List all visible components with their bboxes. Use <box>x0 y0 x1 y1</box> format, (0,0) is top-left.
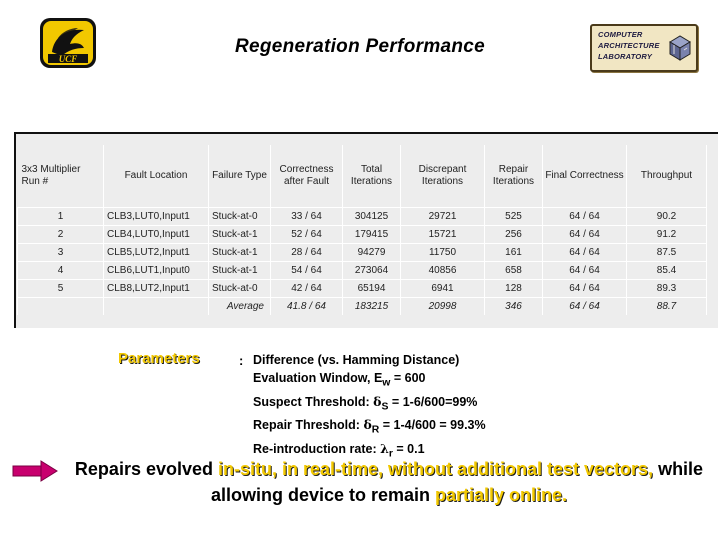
cell-discrepant-iterations: 11750 <box>401 244 485 262</box>
cell-repair-iterations: 256 <box>485 226 543 244</box>
cell-discrepant-iterations: 15721 <box>401 226 485 244</box>
col-header-repair-iterations: Repair Iterations <box>485 145 543 208</box>
cell-failure-type: Stuck-at-1 <box>209 244 271 262</box>
col-header-fault-location: Fault Location <box>104 145 209 208</box>
col-header-throughput: Throughput <box>627 145 707 208</box>
col-header-discrepant-iterations: Discrepant Iterations <box>401 145 485 208</box>
cell-discrepant-iterations: 40856 <box>401 262 485 280</box>
cell-repair-iterations: 128 <box>485 280 543 298</box>
summary-text: Repairs evolved <box>74 459 218 479</box>
summary-text: while allowing device to remain <box>210 459 704 505</box>
lab-logo-text: COMPUTER ARCHITECTURE LABORATORY <box>598 30 660 61</box>
table-header-row <box>18 145 707 208</box>
cell-failure-type: Stuck-at-1 <box>209 226 271 244</box>
param-difference: Difference (vs. Hamming Distance) <box>253 353 460 367</box>
cell-run: 3 <box>18 244 104 262</box>
cell-total-iterations: 273064 <box>343 262 401 280</box>
results-table-panel <box>14 132 718 328</box>
cell-correctness-after-fault: 28 / 64 <box>271 244 343 262</box>
cell-run: 4 <box>18 262 104 280</box>
cell-correctness-after-fault: 33 / 64 <box>271 208 343 226</box>
cell-correctness-after-fault: 54 / 64 <box>271 262 343 280</box>
lab-logo <box>590 24 698 72</box>
table-row <box>18 226 707 244</box>
cell-empty <box>18 298 104 316</box>
col-header-total-iterations: Total Iterations <box>343 145 401 208</box>
cell-run: 1 <box>18 208 104 226</box>
cell-total-iterations: 304125 <box>343 208 401 226</box>
cell-fault-location: CLB3,LUT0,Input1 <box>104 208 209 226</box>
average-label: Average <box>209 298 271 316</box>
col-header-correctness-after-fault: Correctness after Fault <box>271 145 343 208</box>
param-reintroduction-rate: Re-introduction rate: $\lambda_r = 0.1$ <box>253 440 425 459</box>
param-repair-threshold: Repair Threshold: $\delta_R = 1-4/600 = 99.3\%$ <box>253 417 486 436</box>
svg-text:UCF: UCF <box>58 54 78 64</box>
table-row <box>18 262 707 280</box>
cell-fault-location: CLB8,LUT2,Input1 <box>104 280 209 298</box>
param-evaluation-window: Evaluation Window, $E_w = 600$ <box>253 371 426 389</box>
cell-final-correctness: 64 / 64 <box>543 208 627 226</box>
results-table <box>17 145 707 315</box>
col-header-final-correctness: Final Correctness <box>543 145 627 208</box>
param-suspect-threshold: Suspect Threshold: $\delta_S = 1-6/600=99\%$ <box>253 393 478 412</box>
cell-throughput: 91.2 <box>627 226 707 244</box>
col-header-failure-type: Failure Type <box>209 145 271 208</box>
col-header-run: 3x3 Multiplier Run # <box>18 145 104 208</box>
parameters-list <box>253 351 486 463</box>
page-title: Regeneration Performance <box>234 36 486 57</box>
cell-fault-location: CLB4,LUT0,Input1 <box>104 226 209 244</box>
cell-empty <box>104 298 209 316</box>
table-row <box>18 280 707 298</box>
avg-final-correctness: 64 / 64 <box>543 298 627 316</box>
right-arrow-icon <box>12 460 58 487</box>
cell-failure-type: Stuck-at-1 <box>209 262 271 280</box>
cell-final-correctness: 64 / 64 <box>543 280 627 298</box>
cell-final-correctness: 64 / 64 <box>543 262 627 280</box>
cell-total-iterations: 179415 <box>343 226 401 244</box>
avg-discrepant-iterations: 20998 <box>401 298 485 316</box>
cell-total-iterations: 94279 <box>343 244 401 262</box>
parameters-colon: : <box>239 353 244 368</box>
cell-fault-location: CLB6,LUT1,Input0 <box>104 262 209 280</box>
parameters-label: Parameters <box>118 350 200 367</box>
cell-failure-type: Stuck-at-0 <box>209 208 271 226</box>
cell-run: 2 <box>18 226 104 244</box>
cell-throughput: 89.3 <box>627 280 707 298</box>
cell-total-iterations: 65194 <box>343 280 401 298</box>
cell-repair-iterations: 658 <box>485 262 543 280</box>
summary-highlight: in-situ, in real-time, without additional test vectors, <box>218 459 654 479</box>
summary-statement <box>58 456 720 508</box>
cell-throughput: 90.2 <box>627 208 707 226</box>
cell-discrepant-iterations: 6941 <box>401 280 485 298</box>
cell-correctness-after-fault: 52 / 64 <box>271 226 343 244</box>
cell-repair-iterations: 525 <box>485 208 543 226</box>
cell-repair-iterations: 161 <box>485 244 543 262</box>
chip-cube-icon <box>666 32 692 62</box>
cell-correctness-after-fault: 42 / 64 <box>271 280 343 298</box>
avg-correctness-after-fault: 41.8 / 64 <box>271 298 343 316</box>
table-row <box>18 244 707 262</box>
cell-discrepant-iterations: 29721 <box>401 208 485 226</box>
cell-throughput: 87.5 <box>627 244 707 262</box>
cell-throughput: 85.4 <box>627 262 707 280</box>
avg-repair-iterations: 346 <box>485 298 543 316</box>
avg-total-iterations: 183215 <box>343 298 401 316</box>
cell-final-correctness: 64 / 64 <box>543 226 627 244</box>
avg-throughput: 88.7 <box>627 298 707 316</box>
table-average-row <box>18 298 707 316</box>
table-row <box>18 208 707 226</box>
cell-fault-location: CLB5,LUT2,Input1 <box>104 244 209 262</box>
cell-final-correctness: 64 / 64 <box>543 244 627 262</box>
cell-run: 5 <box>18 280 104 298</box>
summary-highlight: partially online. <box>435 485 568 505</box>
cell-failure-type: Stuck-at-0 <box>209 280 271 298</box>
